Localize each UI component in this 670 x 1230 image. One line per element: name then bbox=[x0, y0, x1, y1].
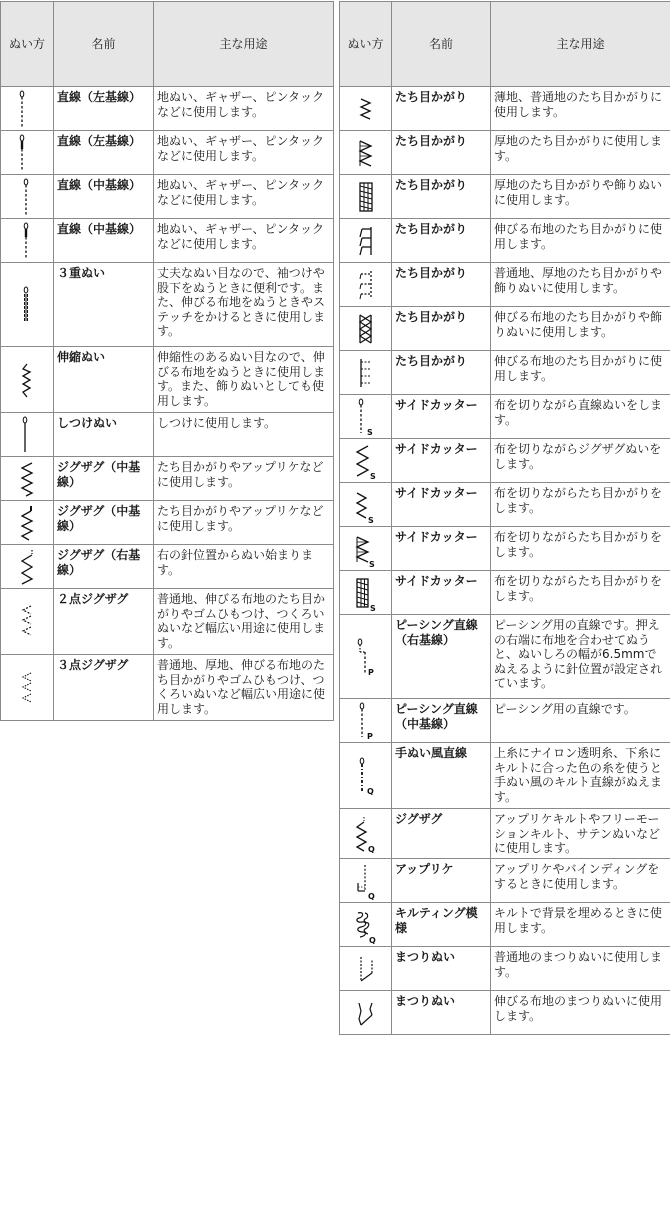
header-use: 主な用途 bbox=[154, 2, 334, 87]
stitch-name: ジグザグ bbox=[392, 809, 491, 859]
stitch-symbol-cell bbox=[340, 395, 392, 439]
overcast-6-icon bbox=[356, 309, 376, 349]
stitch-name: 直線（左基線） bbox=[54, 131, 154, 175]
stitch-symbol-cell bbox=[340, 947, 392, 991]
piecing-mark: P bbox=[366, 731, 373, 741]
stretch-icon bbox=[17, 360, 37, 400]
table-row bbox=[1, 87, 334, 131]
table-row bbox=[1, 501, 334, 545]
table-row bbox=[340, 219, 670, 263]
stitch-symbol-cell bbox=[1, 87, 54, 131]
side-cutter-zigzag-icon bbox=[354, 441, 378, 481]
table-row bbox=[340, 991, 670, 1035]
stitch-name: まつりぬい bbox=[392, 947, 491, 991]
stitch-use: 布を切りながらたち目かがりをします。 bbox=[491, 527, 670, 571]
stitch-use: 布を切りながらたち目かがりをします。 bbox=[491, 571, 670, 615]
stitch-symbol-cell bbox=[1, 263, 54, 347]
table-row bbox=[340, 699, 670, 743]
table-row bbox=[340, 571, 670, 615]
hand-look-quilting-icon bbox=[354, 756, 378, 796]
side-cutter-mark: S bbox=[369, 471, 376, 481]
stitch-name: ジグザグ（右基線） bbox=[54, 545, 154, 589]
side-cutter-overcast-2-icon bbox=[354, 529, 378, 569]
zigzag-middle-icon bbox=[17, 459, 37, 499]
stitch-symbol-cell bbox=[1, 655, 54, 721]
straight-middle-reinforced-icon bbox=[17, 221, 37, 261]
stitch-name: ３点ジグザグ bbox=[54, 655, 154, 721]
side-cutter-mark: S bbox=[369, 603, 376, 613]
table-row bbox=[340, 903, 670, 947]
quilt-mark: Q bbox=[368, 935, 376, 945]
stitch-symbol-cell bbox=[1, 347, 54, 413]
stitch-name: サイドカッター bbox=[392, 395, 491, 439]
side-cutter-mark: S bbox=[366, 427, 373, 437]
stitch-name: まつりぬい bbox=[392, 991, 491, 1035]
quilt-mark: Q bbox=[367, 844, 375, 854]
table-row bbox=[340, 131, 670, 175]
straight-middle-icon bbox=[17, 177, 37, 217]
stitch-symbol-cell bbox=[1, 219, 54, 263]
blind-hem-icon bbox=[356, 949, 376, 989]
overcast-3-icon bbox=[356, 177, 376, 217]
table-row bbox=[340, 175, 670, 219]
header-name: 名前 bbox=[54, 2, 154, 87]
stitch-use: 布を切りながら直線ぬいをします。 bbox=[491, 395, 670, 439]
stitch-use: ピーシング用の直線です。 bbox=[491, 699, 670, 743]
stitch-name: たち目かがり bbox=[392, 219, 491, 263]
table-row bbox=[1, 457, 334, 501]
table-row bbox=[340, 307, 670, 351]
overcast-7-icon bbox=[356, 353, 376, 393]
table-row bbox=[1, 263, 334, 347]
stitch-use: 普通地、伸びる布地のたち目かがりやゴムひもつけ、つくろいぬいなど幅広い用途に使用します。 bbox=[154, 589, 334, 655]
piecing-mark: P bbox=[367, 667, 374, 677]
header-row bbox=[340, 2, 670, 87]
stitch-symbol-cell bbox=[340, 699, 392, 743]
stitch-name: サイドカッター bbox=[392, 439, 491, 483]
table-row bbox=[340, 483, 670, 527]
table-row bbox=[340, 743, 670, 809]
stitch-use: 伸縮性のあるぬい目なので、伸びる布地をぬうときに使用します。また、飾りぬいとしても使用します。 bbox=[154, 347, 334, 413]
basting-icon bbox=[17, 415, 37, 455]
stitch-name: ２点ジグザグ bbox=[54, 589, 154, 655]
stitch-use: 丈夫なぬい目なので、袖つけや股下をぬうときに便利です。また、伸びる布地をぬうときやステッチをかけるときに使用します。 bbox=[154, 263, 334, 347]
stitch-name: アップリケ bbox=[392, 859, 491, 903]
overcast-1-icon bbox=[356, 89, 376, 129]
stitch-use: 普通地のまつりぬいに使用します。 bbox=[491, 947, 670, 991]
overcast-4-icon bbox=[356, 221, 376, 261]
table-row bbox=[340, 859, 670, 903]
stitch-use: 地ぬい、ギャザー、ピンタックなどに使用します。 bbox=[154, 219, 334, 263]
table-row bbox=[340, 809, 670, 859]
stitch-use: キルトで背景を埋めるときに使用します。 bbox=[491, 903, 670, 947]
stitch-name: たち目かがり bbox=[392, 263, 491, 307]
stitch-symbol-cell bbox=[340, 131, 392, 175]
header-stitch: ぬい方 bbox=[340, 2, 392, 87]
stitch-symbol-cell bbox=[1, 501, 54, 545]
stitch-symbol-cell bbox=[340, 903, 392, 947]
side-cutter-straight-icon bbox=[354, 397, 378, 437]
table-row bbox=[340, 87, 670, 131]
table-row bbox=[1, 175, 334, 219]
stitch-name: たち目かがり bbox=[392, 87, 491, 131]
stitch-symbol-cell bbox=[340, 439, 392, 483]
piecing-right-icon bbox=[354, 637, 378, 677]
stitch-symbol-cell bbox=[340, 351, 392, 395]
stitch-symbol-cell bbox=[340, 571, 392, 615]
stitch-table-right bbox=[339, 1, 670, 1035]
stitch-name: しつけぬい bbox=[54, 413, 154, 457]
stitch-use: 普通地、厚地、伸びる布地のたち目かがりやゴムひもつけ、つくろいぬいなど幅広い用途に使用します。 bbox=[154, 655, 334, 721]
stitch-name: たち目かがり bbox=[392, 175, 491, 219]
header-row bbox=[1, 2, 334, 87]
stitch-use: アップリケキルトやフリーモーションキルト、サテンぬいなどに使用します。 bbox=[491, 809, 670, 859]
stitch-use: 伸びる布地のまつりぬいに使用します。 bbox=[491, 991, 670, 1035]
stitch-name: 伸縮ぬい bbox=[54, 347, 154, 413]
stitch-name: サイドカッター bbox=[392, 527, 491, 571]
stitch-symbol-cell bbox=[340, 743, 392, 809]
stitch-use: 伸びる布地のたち目かがりに使用します。 bbox=[491, 351, 670, 395]
side-cutter-overcast-3-icon bbox=[354, 573, 378, 613]
stitch-use: 地ぬい、ギャザー、ピンタックなどに使用します。 bbox=[154, 87, 334, 131]
stitch-symbol-cell bbox=[340, 87, 392, 131]
stitch-use: 上糸にナイロン透明糸、下糸にキルトに合った色の糸を使うと手ぬい風のキルト直線がぬえます。 bbox=[491, 743, 670, 809]
stitch-symbol-cell bbox=[340, 307, 392, 351]
table-row bbox=[340, 439, 670, 483]
side-cutter-mark: S bbox=[367, 515, 374, 525]
stitch-name: ジグザグ（中基線） bbox=[54, 457, 154, 501]
two-step-zigzag-icon bbox=[17, 602, 37, 642]
stitch-use: 地ぬい、ギャザー、ピンタックなどに使用します。 bbox=[154, 175, 334, 219]
stitch-name: ピーシング直線（中基線） bbox=[392, 699, 491, 743]
stitch-use: 布を切りながらジグザグぬいをします。 bbox=[491, 439, 670, 483]
quilt-zigzag-icon bbox=[354, 814, 378, 854]
stitch-name: ピーシング直線（右基線） bbox=[392, 615, 491, 699]
side-cutter-mark: S bbox=[368, 559, 375, 569]
table-row bbox=[340, 527, 670, 571]
stitch-use: たち目かがりやアップリケなどに使用します。 bbox=[154, 457, 334, 501]
stitch-symbol-cell bbox=[340, 483, 392, 527]
stitch-use: 伸びる布地のたち目かがりに使用します。 bbox=[491, 219, 670, 263]
table-row bbox=[1, 545, 334, 589]
stitch-use: 地ぬい、ギャザー、ピンタックなどに使用します。 bbox=[154, 131, 334, 175]
table-row bbox=[1, 131, 334, 175]
stitch-name: 手ぬい風直線 bbox=[392, 743, 491, 809]
header-stitch: ぬい方 bbox=[1, 2, 54, 87]
table-row bbox=[340, 947, 670, 991]
stitch-table-left bbox=[0, 1, 334, 721]
table-row bbox=[1, 655, 334, 721]
overcast-2-icon bbox=[356, 133, 376, 173]
table-row bbox=[340, 395, 670, 439]
stitch-name: 直線（中基線） bbox=[54, 175, 154, 219]
stitch-use: 薄地、普通地のたち目かがりに使用します。 bbox=[491, 87, 670, 131]
quilt-mark: Q bbox=[367, 891, 375, 901]
table-row bbox=[340, 351, 670, 395]
blind-hem-stretch-icon bbox=[356, 993, 376, 1033]
stitch-symbol-cell bbox=[340, 991, 392, 1035]
table-row bbox=[340, 615, 670, 699]
straight-left-icon bbox=[17, 89, 37, 129]
stitch-use: 伸びる布地のたち目かがりや飾りぬいに使用します。 bbox=[491, 307, 670, 351]
stitch-use: ピーシング用の直線です。押えの右端に布地を合わせてぬうと、ぬいしろの幅が6.5mmでぬえるように針位置が設定されています。 bbox=[491, 615, 670, 699]
table-row bbox=[1, 219, 334, 263]
stitch-name: 直線（左基線） bbox=[54, 87, 154, 131]
stitch-use: アップリケやバインディングをするときに使用します。 bbox=[491, 859, 670, 903]
stitch-name: 直線（中基線） bbox=[54, 219, 154, 263]
straight-left-reinforced-icon bbox=[17, 133, 37, 173]
quilt-applique-icon bbox=[354, 861, 378, 901]
stitch-name: サイドカッター bbox=[392, 483, 491, 527]
header-use: 主な用途 bbox=[491, 2, 670, 87]
overcast-5-icon bbox=[356, 265, 376, 305]
stitch-symbol-cell bbox=[340, 809, 392, 859]
piecing-middle-icon bbox=[354, 701, 378, 741]
stitch-symbol-cell bbox=[340, 615, 392, 699]
table-row bbox=[1, 347, 334, 413]
quilt-mark: Q bbox=[366, 786, 374, 796]
stitch-symbol-cell bbox=[340, 219, 392, 263]
stitch-symbol-cell bbox=[340, 175, 392, 219]
stitch-symbol-cell bbox=[1, 545, 54, 589]
stitch-symbol-cell bbox=[340, 859, 392, 903]
stitch-symbol-cell bbox=[1, 457, 54, 501]
stitch-use: 右の針位置からぬい始まります。 bbox=[154, 545, 334, 589]
stitch-symbol-cell bbox=[1, 413, 54, 457]
stitch-use: しつけに使用します。 bbox=[154, 413, 334, 457]
stitch-name: サイドカッター bbox=[392, 571, 491, 615]
stitch-name: たち目かがり bbox=[392, 131, 491, 175]
stitch-symbol-cell bbox=[340, 263, 392, 307]
stitch-name: ３重ぬい bbox=[54, 263, 154, 347]
stitch-name: ジグザグ（中基線） bbox=[54, 501, 154, 545]
stitch-symbol-cell bbox=[1, 131, 54, 175]
stitch-symbol-cell bbox=[1, 175, 54, 219]
stitch-symbol-cell bbox=[340, 527, 392, 571]
stitch-name: たち目かがり bbox=[392, 307, 491, 351]
stippling-icon bbox=[354, 905, 378, 945]
side-cutter-overcast-1-icon bbox=[354, 485, 378, 525]
stitch-symbol-cell bbox=[1, 589, 54, 655]
stitch-name: キルティング模様 bbox=[392, 903, 491, 947]
table-row bbox=[1, 413, 334, 457]
three-step-zigzag-icon bbox=[17, 668, 37, 708]
stitch-use: 普通地、厚地のたち目かがりや飾りぬいに使用します。 bbox=[491, 263, 670, 307]
zigzag-middle-reinforced-icon bbox=[17, 503, 37, 543]
table-row bbox=[1, 589, 334, 655]
stitch-use: 厚地のたち目かがりや飾りぬいに使用します。 bbox=[491, 175, 670, 219]
header-name: 名前 bbox=[392, 2, 491, 87]
stitch-use: たち目かがりやアップリケなどに使用します。 bbox=[154, 501, 334, 545]
triple-straight-icon bbox=[17, 285, 37, 325]
stitch-use: 厚地のたち目かがりに使用します。 bbox=[491, 131, 670, 175]
stitch-use: 布を切りながらたち目かがりをします。 bbox=[491, 483, 670, 527]
table-row bbox=[340, 263, 670, 307]
zigzag-right-icon bbox=[17, 547, 37, 587]
stitch-name: たち目かがり bbox=[392, 351, 491, 395]
